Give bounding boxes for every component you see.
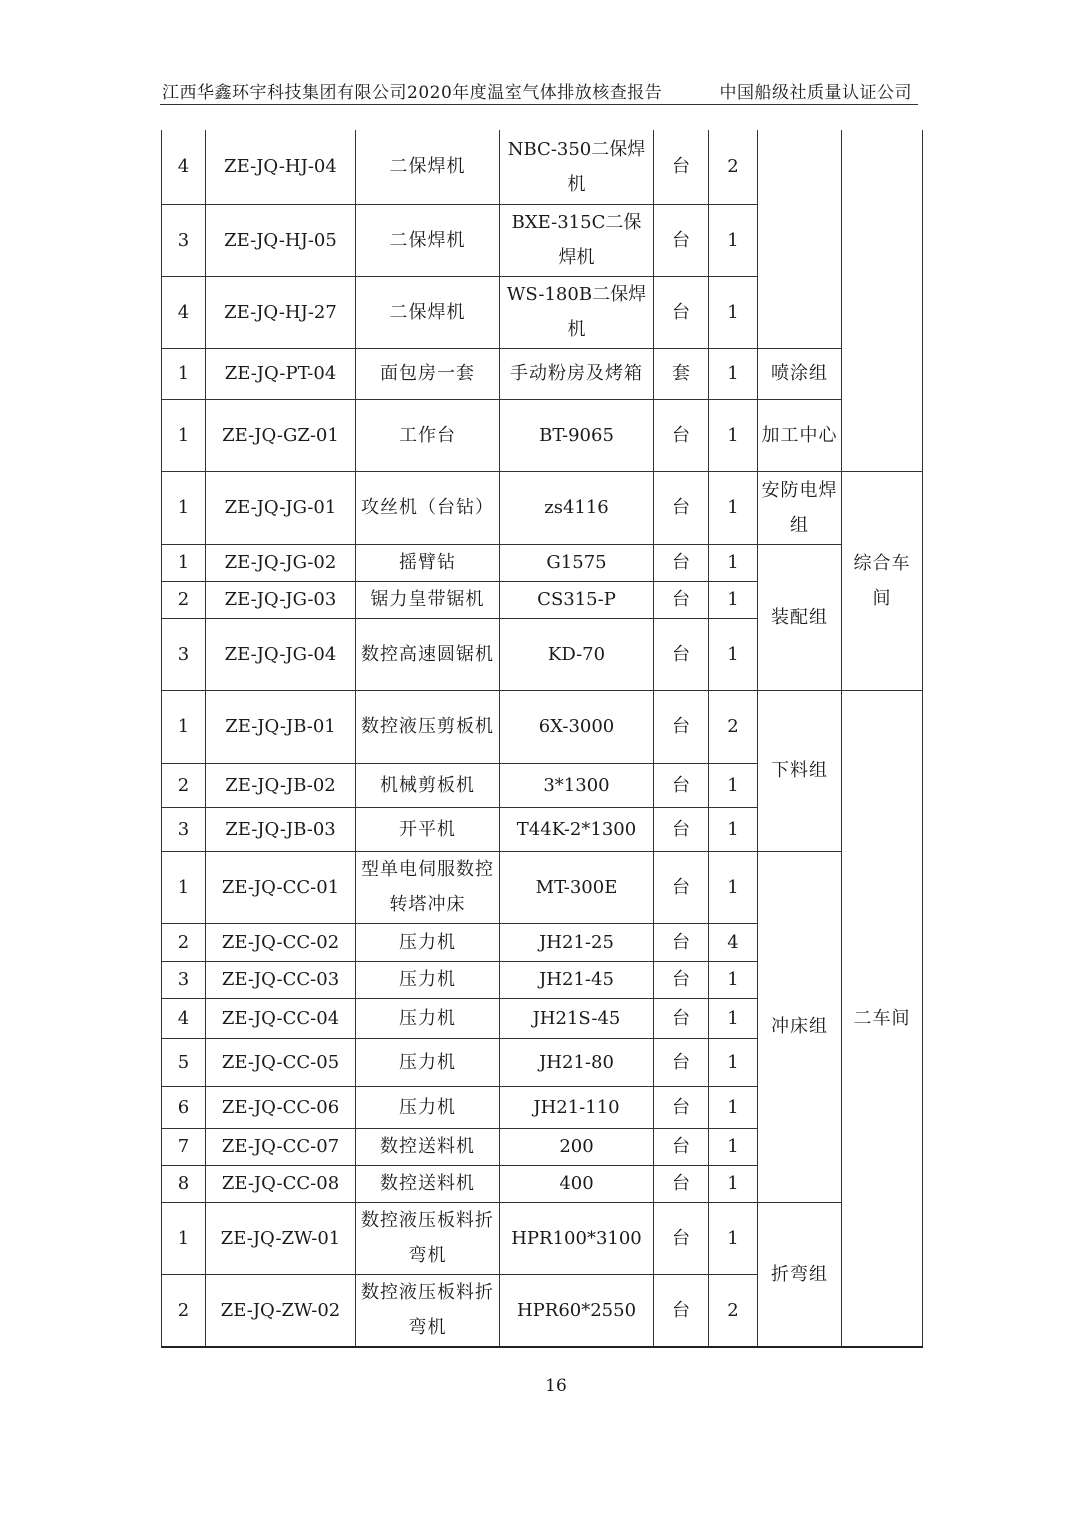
cell-model: T44K-2*1300 <box>500 807 654 851</box>
cell-no: 3 <box>162 807 206 851</box>
cell-code: ZE-JQ-CC-06 <box>206 1086 356 1128</box>
cell-model: HPR60*2550 <box>500 1274 654 1347</box>
cell-qty: 2 <box>709 130 758 204</box>
cell-qty: 1 <box>709 998 758 1038</box>
cell-model: 3*1300 <box>500 763 654 807</box>
workshop-second: 二车间 <box>842 690 923 1347</box>
cell-code: ZE-JQ-JB-01 <box>206 690 356 763</box>
cell-code: ZE-JQ-GZ-01 <box>206 399 356 471</box>
cell-model: JH21-45 <box>500 961 654 998</box>
cell-code: ZE-JQ-CC-02 <box>206 923 356 961</box>
cell-code: ZE-JQ-PT-04 <box>206 348 356 399</box>
cell-code: ZE-JQ-JG-02 <box>206 544 356 581</box>
cell-name: 数控液压剪板机 <box>356 690 500 763</box>
cell-qty: 1 <box>709 807 758 851</box>
cell-no: 1 <box>162 851 206 923</box>
cell-code: ZE-JQ-CC-04 <box>206 998 356 1038</box>
cell-name: 面包房一套 <box>356 348 500 399</box>
equipment-table <box>161 130 923 1348</box>
cell-model: HPR100*3100 <box>500 1202 654 1274</box>
cell-model: 手动粉房及烤箱 <box>500 348 654 399</box>
cell-no: 1 <box>162 544 206 581</box>
cell-model: JH21-80 <box>500 1038 654 1086</box>
cell-name: 压力机 <box>356 998 500 1038</box>
cell-qty: 1 <box>709 1086 758 1128</box>
page-header <box>160 76 918 105</box>
cell-unit: 台 <box>654 1086 709 1128</box>
cell-name: 数控高速圆锯机 <box>356 618 500 690</box>
cell-name: 二保焊机 <box>356 204 500 276</box>
cell-name: 压力机 <box>356 1038 500 1086</box>
cell-no: 1 <box>162 471 206 544</box>
cell-model: BT-9065 <box>500 399 654 471</box>
group-assembly: 装配组 <box>758 544 842 690</box>
cell-model: WS-180B二保焊机 <box>500 276 654 348</box>
header-report-title: 江西华鑫环宇科技集团有限公司2020年度温室气体排放核查报告 <box>162 83 663 103</box>
cell-qty: 4 <box>709 923 758 961</box>
cell-no: 2 <box>162 1274 206 1347</box>
cell-no: 3 <box>162 204 206 276</box>
cell-code: ZE-JQ-CC-07 <box>206 1128 356 1165</box>
cell-unit: 台 <box>654 763 709 807</box>
cell-code: ZE-JQ-ZW-01 <box>206 1202 356 1274</box>
cell-model: NBC-350二保焊机 <box>500 130 654 204</box>
cell-qty: 1 <box>709 1128 758 1165</box>
header-company: 中国船级社质量认证公司 <box>719 83 912 103</box>
cell-unit: 套 <box>654 348 709 399</box>
cell-model: CS315-P <box>500 581 654 618</box>
group-punch: 冲床组 <box>758 851 842 1202</box>
cell-model: JH21-110 <box>500 1086 654 1128</box>
table-row <box>162 348 923 399</box>
cell-name: 型单电伺服数控转塔冲床 <box>356 851 500 923</box>
cell-no: 1 <box>162 1202 206 1274</box>
cell-name: 开平机 <box>356 807 500 851</box>
cell-unit: 台 <box>654 1128 709 1165</box>
cell-model: 400 <box>500 1165 654 1202</box>
cell-no: 8 <box>162 1165 206 1202</box>
cell-name: 二保焊机 <box>356 276 500 348</box>
cell-code: ZE-JQ-CC-08 <box>206 1165 356 1202</box>
cell-model: 6X-3000 <box>500 690 654 763</box>
cell-group-empty <box>758 130 842 348</box>
cell-qty: 1 <box>709 276 758 348</box>
cell-code: ZE-JQ-HJ-27 <box>206 276 356 348</box>
group-blanking: 下料组 <box>758 690 842 851</box>
cell-unit: 台 <box>654 276 709 348</box>
cell-code: ZE-JQ-CC-05 <box>206 1038 356 1086</box>
cell-no: 7 <box>162 1128 206 1165</box>
group-security-welding: 安防电焊组 <box>758 471 842 544</box>
cell-no: 1 <box>162 399 206 471</box>
cell-no: 3 <box>162 961 206 998</box>
cell-qty: 1 <box>709 1038 758 1086</box>
cell-name: 锯力皇带锯机 <box>356 581 500 618</box>
cell-unit: 台 <box>654 1274 709 1347</box>
cell-unit: 台 <box>654 851 709 923</box>
table-row <box>162 399 923 471</box>
cell-no: 4 <box>162 998 206 1038</box>
cell-model: MT-300E <box>500 851 654 923</box>
cell-unit: 台 <box>654 1038 709 1086</box>
cell-unit: 台 <box>654 998 709 1038</box>
table-row <box>162 851 923 923</box>
cell-code: ZE-JQ-JG-04 <box>206 618 356 690</box>
cell-code: ZE-JQ-ZW-02 <box>206 1274 356 1347</box>
table-row <box>162 1202 923 1274</box>
cell-qty: 1 <box>709 1202 758 1274</box>
cell-code: ZE-JQ-JB-02 <box>206 763 356 807</box>
cell-name: 工作台 <box>356 399 500 471</box>
cell-qty: 1 <box>709 851 758 923</box>
cell-qty: 1 <box>709 399 758 471</box>
cell-unit: 台 <box>654 618 709 690</box>
cell-unit: 台 <box>654 690 709 763</box>
cell-unit: 台 <box>654 961 709 998</box>
cell-no: 6 <box>162 1086 206 1128</box>
cell-code: ZE-JQ-CC-03 <box>206 961 356 998</box>
group-machining-center: 加工中心 <box>758 399 842 471</box>
cell-model: KD-70 <box>500 618 654 690</box>
cell-qty: 2 <box>709 1274 758 1347</box>
cell-qty: 1 <box>709 471 758 544</box>
cell-code: ZE-JQ-JB-03 <box>206 807 356 851</box>
cell-code: ZE-JQ-JG-01 <box>206 471 356 544</box>
cell-no: 2 <box>162 923 206 961</box>
cell-name: 压力机 <box>356 923 500 961</box>
group-spray: 喷涂组 <box>758 348 842 399</box>
cell-name: 二保焊机 <box>356 130 500 204</box>
cell-model: BXE-315C二保焊机 <box>500 204 654 276</box>
workshop-general: 综合车间 <box>842 471 923 690</box>
table-row <box>162 690 923 763</box>
cell-name: 摇臂钻 <box>356 544 500 581</box>
cell-model: JH21S-45 <box>500 998 654 1038</box>
cell-model: zs4116 <box>500 471 654 544</box>
cell-name: 数控液压板料折弯机 <box>356 1274 500 1347</box>
cell-no: 3 <box>162 618 206 690</box>
cell-no: 1 <box>162 348 206 399</box>
cell-unit: 台 <box>654 1202 709 1274</box>
cell-qty: 1 <box>709 544 758 581</box>
cell-model: 200 <box>500 1128 654 1165</box>
table-row <box>162 130 923 204</box>
page-number: 16 <box>545 1376 567 1396</box>
cell-no: 2 <box>162 581 206 618</box>
cell-unit: 台 <box>654 399 709 471</box>
cell-name: 数控送料机 <box>356 1165 500 1202</box>
cell-qty: 1 <box>709 763 758 807</box>
cell-qty: 2 <box>709 690 758 763</box>
cell-unit: 台 <box>654 204 709 276</box>
cell-qty: 1 <box>709 618 758 690</box>
cell-name: 数控液压板料折弯机 <box>356 1202 500 1274</box>
cell-model: G1575 <box>500 544 654 581</box>
cell-no: 1 <box>162 690 206 763</box>
cell-model: JH21-25 <box>500 923 654 961</box>
cell-unit: 台 <box>654 581 709 618</box>
cell-name: 压力机 <box>356 1086 500 1128</box>
cell-qty: 1 <box>709 1165 758 1202</box>
cell-unit: 台 <box>654 544 709 581</box>
cell-no: 2 <box>162 763 206 807</box>
cell-qty: 1 <box>709 348 758 399</box>
cell-qty: 1 <box>709 204 758 276</box>
cell-workshop-empty <box>842 130 923 471</box>
cell-no: 4 <box>162 130 206 204</box>
cell-unit: 台 <box>654 923 709 961</box>
cell-unit: 台 <box>654 807 709 851</box>
cell-no: 4 <box>162 276 206 348</box>
cell-code: ZE-JQ-CC-01 <box>206 851 356 923</box>
cell-unit: 台 <box>654 130 709 204</box>
cell-unit: 台 <box>654 1165 709 1202</box>
cell-name: 机械剪板机 <box>356 763 500 807</box>
cell-code: ZE-JQ-JG-03 <box>206 581 356 618</box>
cell-no: 5 <box>162 1038 206 1086</box>
table-row <box>162 544 923 581</box>
cell-name: 数控送料机 <box>356 1128 500 1165</box>
table-row <box>162 471 923 544</box>
cell-qty: 1 <box>709 581 758 618</box>
group-bending: 折弯组 <box>758 1202 842 1347</box>
cell-qty: 1 <box>709 961 758 998</box>
cell-code: ZE-JQ-HJ-04 <box>206 130 356 204</box>
cell-code: ZE-JQ-HJ-05 <box>206 204 356 276</box>
cell-name: 压力机 <box>356 961 500 998</box>
cell-unit: 台 <box>654 471 709 544</box>
cell-name: 攻丝机（台钻） <box>356 471 500 544</box>
